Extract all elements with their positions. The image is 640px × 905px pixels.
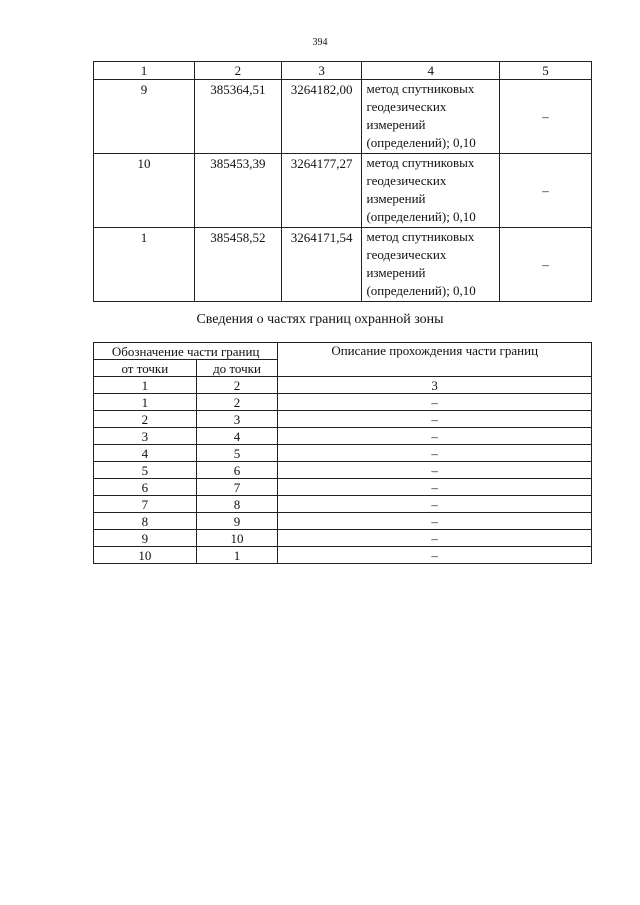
parts-header-row [94,343,592,360]
x-coordinate: 385364,51 [195,80,282,154]
header-description: Описание прохождения части границ [278,343,592,377]
table-row [94,479,592,496]
from-point: 3 [94,428,197,445]
description: – [278,547,592,564]
header-to-point: до точки [196,360,278,377]
from-point: 7 [94,496,197,513]
point-number: 1 [94,228,195,302]
table-row [94,496,592,513]
to-point: 6 [196,462,278,479]
point-number: 9 [94,80,195,154]
from-point: 1 [94,394,197,411]
index-1: 1 [94,377,197,394]
method-accuracy: метод спутниковых геодезических измерений (определений); 0,10 [362,80,499,154]
method-accuracy: метод спутниковых геодезических измерений (определений); 0,10 [362,154,499,228]
header-part-designation: Обозначение части границ [94,343,278,360]
table-row [94,445,592,462]
to-point: 7 [196,479,278,496]
description: – [278,428,592,445]
table-row [94,547,592,564]
boundary-parts-table [93,342,592,564]
from-point: 2 [94,411,197,428]
section-title: Сведения о частях границ охранной зоны [196,312,444,327]
description: – [278,513,592,530]
from-point: 4 [94,445,197,462]
header-from-point: от точки [94,360,197,377]
from-point: 9 [94,530,197,547]
column-number-1: 1 [94,62,195,80]
description: – [278,394,592,411]
y-coordinate: 3264171,54 [281,228,362,302]
description: – [278,411,592,428]
index-3: 3 [278,377,592,394]
column-number-3: 3 [281,62,362,80]
table-row [94,228,592,302]
to-point: 2 [196,394,278,411]
coordinates-header-row [94,62,592,80]
parts-index-row [94,377,592,394]
note-dash: – [499,154,591,228]
index-2: 2 [196,377,278,394]
note-dash: – [499,80,591,154]
to-point: 10 [196,530,278,547]
from-point: 5 [94,462,197,479]
y-coordinate: 3264177,27 [281,154,362,228]
column-number-4: 4 [362,62,499,80]
description: – [278,479,592,496]
table-row [94,411,592,428]
table-row [94,530,592,547]
to-point: 8 [196,496,278,513]
table-row [94,428,592,445]
method-accuracy: метод спутниковых геодезических измерений (определений); 0,10 [362,228,499,302]
table-row [94,462,592,479]
to-point: 4 [196,428,278,445]
column-number-2: 2 [195,62,282,80]
coordinates-table [93,61,592,302]
from-point: 6 [94,479,197,496]
x-coordinate: 385453,39 [195,154,282,228]
from-point: 8 [94,513,197,530]
description: – [278,496,592,513]
y-coordinate: 3264182,00 [281,80,362,154]
from-point: 10 [94,547,197,564]
page-number: 394 [312,37,328,48]
description: – [278,445,592,462]
description: – [278,530,592,547]
x-coordinate: 385458,52 [195,228,282,302]
table-row [94,154,592,228]
table-row [94,513,592,530]
to-point: 9 [196,513,278,530]
table-row [94,394,592,411]
to-point: 3 [196,411,278,428]
to-point: 1 [196,547,278,564]
note-dash: – [499,228,591,302]
to-point: 5 [196,445,278,462]
column-number-5: 5 [499,62,591,80]
description: – [278,462,592,479]
point-number: 10 [94,154,195,228]
table-row [94,80,592,154]
